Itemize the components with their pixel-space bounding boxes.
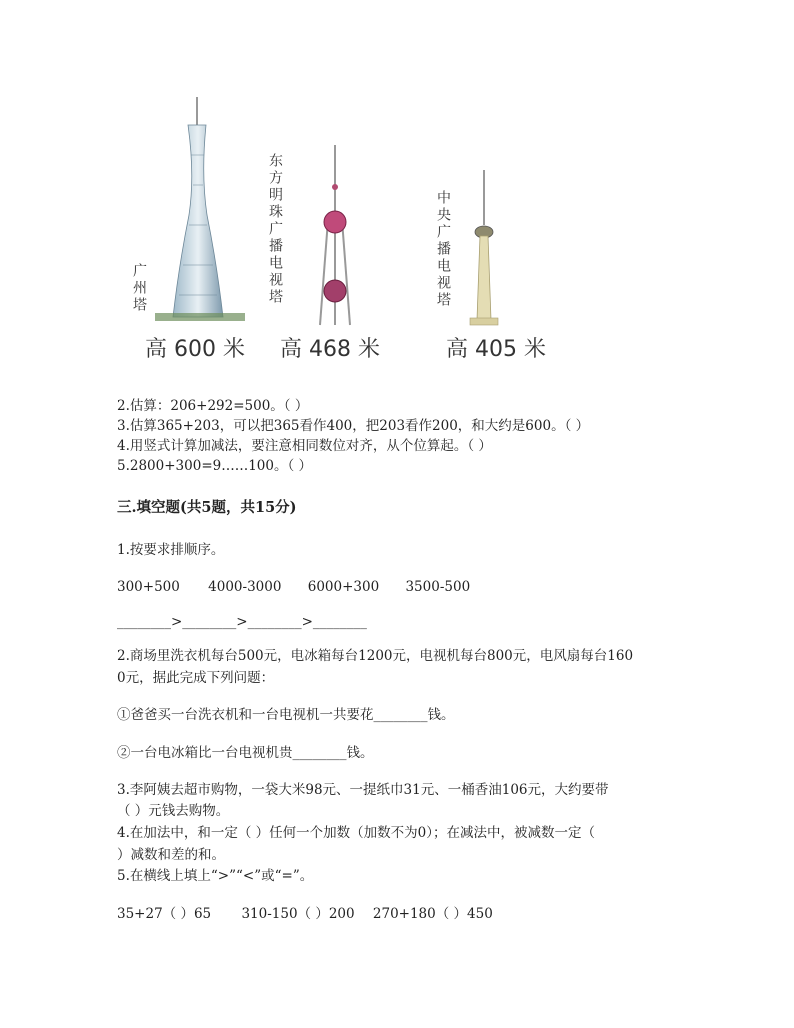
q2-line-2: 0元，据此完成下列问题： xyxy=(117,670,275,686)
q5-item: 35+27（ ）65 xyxy=(117,906,212,922)
canton-tower-label: 广州塔 xyxy=(131,263,147,314)
q1-expression: 4000-3000 xyxy=(208,579,282,595)
q5-text: 5.在横线上填上“>”“<”或“=”。 xyxy=(117,868,314,884)
q1-text: 1.按要求排顺序。 xyxy=(117,542,225,558)
cctv-tower-height: 高 405 米 xyxy=(446,337,546,362)
q1-expression: 3500-500 xyxy=(405,579,471,595)
q2-sub-2: ②一台电冰箱比一台电视机贵________钱。 xyxy=(117,745,374,761)
judgement-item-2: 2.估算：206+292=500。（ ） xyxy=(117,398,309,414)
q1-expression: 300+500 xyxy=(117,579,180,595)
judgement-item-5: 5.2800+300=9……100。（ ） xyxy=(117,458,313,474)
oriental-pearl-tower-label: 东方明珠广播电视塔 xyxy=(267,153,283,306)
cctv-tower-label: 中央广播电视塔 xyxy=(435,190,451,309)
q4-line-2: ）减数和差的和。 xyxy=(117,847,225,863)
canton-tower-height: 高 600 米 xyxy=(145,337,245,362)
tower-comparison-figure xyxy=(120,95,550,370)
q5-item: 310-150（ ）200 xyxy=(241,906,355,922)
judgement-item-4: 4.用竖式计算加减法，要注意相同数位对齐，从个位算起。（ ） xyxy=(117,438,492,454)
q2-line-1: 2.商场里洗衣机每台500元，电冰箱每台1200元，电视机每台800元，电风扇每台160 xyxy=(117,648,634,664)
cctv-tower-image xyxy=(464,170,504,327)
oriental-pearl-tower-image xyxy=(310,145,360,327)
q2-sub-1: ①爸爸买一台洗衣机和一台电视机一共要花________钱。 xyxy=(117,707,455,723)
judgement-item-3: 3.估算365+203，可以把365看作400，把203看作200，和大约是600。（ ） xyxy=(117,418,590,434)
q5-item: 270+180（ ）450 xyxy=(372,906,493,922)
q3-line-2: （ ）元钱去购物。 xyxy=(117,803,230,819)
canton-tower-image xyxy=(155,95,245,325)
q1-order-line: ________>________>________>________ xyxy=(117,614,367,630)
oriental-pearl-tower-height: 高 468 米 xyxy=(280,337,380,362)
q1-expression: 6000+300 xyxy=(307,579,380,595)
q1-expressions xyxy=(117,579,470,595)
q3-line-1: 3.李阿姨去超市购物，一袋大米98元、一提纸巾31元、一桶香油106元，大约要带 xyxy=(117,782,609,798)
section-3-title: 三.填空题(共5题，共15分) xyxy=(117,499,297,516)
q4-line-1: 4.在加法中，和一定（ ）任何一个加数（加数不为0）；在减法中，被减数一定（ xyxy=(117,825,596,841)
q5-items xyxy=(117,906,493,922)
